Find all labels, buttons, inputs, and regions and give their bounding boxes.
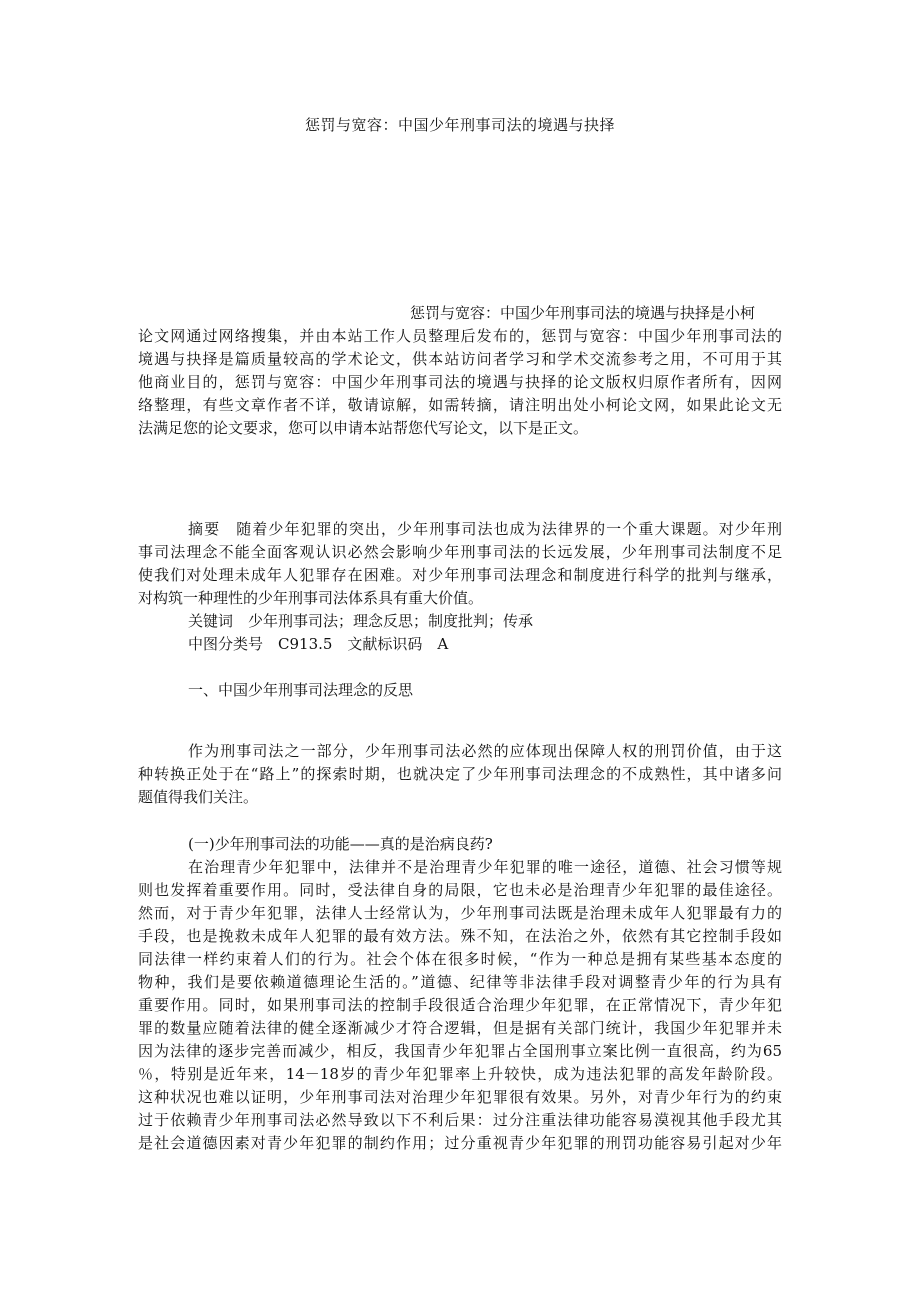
- paragraph-line: 种转换正处于在“路上”的探索时期，也就决定了少年刑事司法理念的不成熟性，其中诸多问: [138, 765, 782, 783]
- paragraph-line: ％，特别是近年来，14－18岁的青少年犯罪率上升较快，成为违法犯罪的高发年龄阶段。: [138, 1065, 782, 1083]
- paragraph-line: 物种，我们是要依赖道德理论生活的。”道德、纪律等非法律手段对调整青少年的行为具有: [138, 973, 782, 991]
- paragraph-line: 过于依赖青少年刑事司法必然导致以下不利后果：过分注重法律功能容易漠视其他手段尤其: [138, 1111, 782, 1129]
- abstract-line: 使我们对处理未成年人犯罪存在困难。对少年刑事司法理念和制度进行科学的批判与继承，: [138, 566, 782, 584]
- keywords-line: 关键词 少年刑事司法；理念反思；制度批判；传承: [188, 612, 534, 630]
- paragraph-line: 然而，对于青少年犯罪，法律人士经常认为，少年刑事司法既是治理未成年人犯罪最有力的: [138, 904, 782, 922]
- paragraph-line: 作为刑事司法之一部分，少年刑事司法必然的应体现出保障人权的刑罚价值，由于这: [188, 742, 782, 760]
- paragraph-line: 这种状况也难以证明，少年刑事司法对治理少年犯罪很有效果。另外，对青少年行为的约束: [138, 1088, 782, 1106]
- paragraph-line: 是社会道德因素对青少年犯罪的制约作用；过分重视青少年犯罪的刑罚功能容易引起对少年: [138, 1134, 782, 1152]
- paragraph-line: 手段，也是挽救未成年人犯罪的最有效方法。殊不知，在法治之外，依然有其它控制手段如: [138, 927, 782, 945]
- classification-line: 中图分类号 C913.5 文献标识码 A: [188, 635, 449, 653]
- paragraph-line: 罪的数量应随着法律的健全逐渐减少才符合逻辑，但是据有关部门统计，我国少年犯罪并未: [138, 1019, 782, 1037]
- abstract-line: 对构筑一种理性的少年刑事司法体系具有重大价值。: [138, 589, 484, 607]
- paragraph-line: 同法律一样约束着人们的行为。社会个体在很多时候，“作为一种总是拥有某些基本态度的: [138, 950, 782, 968]
- intro-line: 论文网通过网络搜集，并由本站工作人员整理后发布的，惩罚与宽容：中国少年刑事司法的: [138, 327, 782, 345]
- paragraph-line: 在治理青少年犯罪中，法律并不是治理青少年犯罪的唯一途径，道德、社会习惯等规: [188, 858, 782, 876]
- section-heading: 一、中国少年刑事司法理念的反思: [188, 681, 414, 699]
- abstract-line: 摘要 随着少年犯罪的突出，少年刑事司法也成为法律界的一个重大课题。对少年刑: [188, 520, 782, 538]
- intro-line: 境遇与抉择是篇质量较高的学术论文，供本站访问者学习和学术交流参考之用，不可用于其: [138, 350, 782, 368]
- intro-line: 法满足您的论文要求，您可以申请本站帮您代写论文，以下是正文。: [138, 419, 589, 437]
- abstract-line: 事司法理念不能全面客观认识必然会影响少年刑事司法的长远发展，少年刑事司法制度不足: [138, 543, 782, 561]
- document-title: 惩罚与宽容：中国少年刑事司法的境遇与抉择: [304, 116, 615, 134]
- paragraph-line: 重要作用。同时，如果刑事司法的控制手段很适合治理少年犯罪，在正常情况下，青少年犯: [138, 996, 782, 1014]
- subsection-heading: (一)少年刑事司法的功能——真的是治病良药?: [188, 835, 493, 853]
- body-paragraph: [138, 740, 782, 809]
- subsection: [138, 833, 782, 1155]
- paragraph-line: 题值得我们关注。: [138, 788, 259, 806]
- intro-paragraph: [138, 302, 782, 440]
- intro-line: 惩罚与宽容：中国少年刑事司法的境遇与抉择是小柯: [410, 304, 756, 322]
- abstract-section: [138, 518, 782, 702]
- paragraph-line: 则也发挥着重要作用。同时，受法律自身的局限，它也未必是治理青少年犯罪的最佳途径。: [138, 881, 782, 899]
- intro-line: 他商业目的，惩罚与宽容：中国少年刑事司法的境遇与抉择的论文版权归原作者所有，因网: [138, 373, 782, 391]
- intro-line: 络整理，有些文章作者不详，敬请谅解，如需转摘，请注明出处小柯论文网，如果此论文无: [138, 396, 782, 414]
- paragraph-line: 因为法律的逐步完善而减少，相反，我国青少年犯罪占全国刑事立案比例一直很高，约为65: [138, 1042, 782, 1060]
